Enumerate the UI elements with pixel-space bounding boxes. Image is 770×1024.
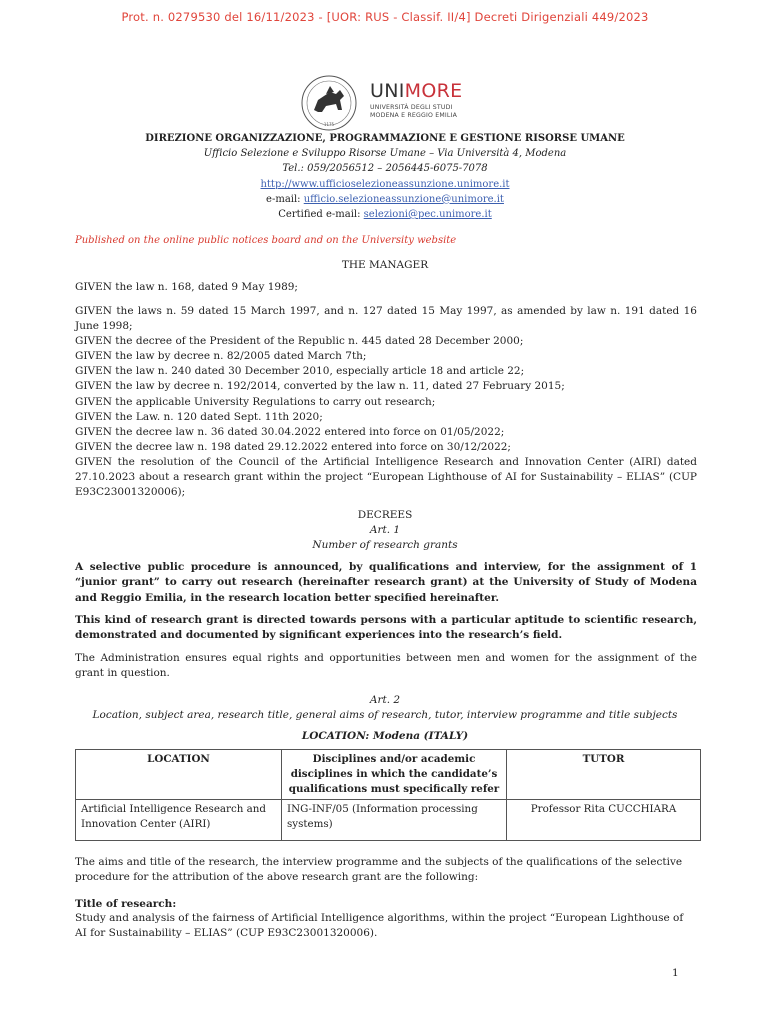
art2-subtitle: Location, subject area, research title, general aims of research, tutor, interview programme and title subjects <box>92 709 678 721</box>
directed-paragraph: This kind of research grant is directed towards persons with a particular aptitude to scientific research, demonstrated and documented by significant experiences into the research’s field. <box>75 614 697 642</box>
announce-paragraph: A selective public procedure is announced, by qualifications and interview, for the assignment of 1 “junior grant” to carry out research (hereinafter research grant) at the University of Study of Modena and Reggio Emilia, in the research location better specified hereinafter. <box>75 561 697 604</box>
website-link[interactable]: http://www.ufficioselezioneassunzione.unimore.it <box>260 178 510 190</box>
certified-email-label: Certified e-mail: <box>278 209 364 221</box>
given-item: GIVEN the laws n. 59 dated 15 March 1997, and n. 127 dated 15 May 1997, as amended by law n. 191 dated 16 June 1998; <box>75 305 697 333</box>
location-heading: LOCATION: Modena (ITALY) <box>301 730 469 742</box>
cell-tutor: Professor Rita CUCCHIARA <box>507 800 701 841</box>
office-header <box>0 131 770 222</box>
unimore-logo <box>300 74 500 132</box>
published-note: Published on the online public notices board and on the University website <box>75 235 457 246</box>
decrees-heading: DECREES <box>357 509 413 521</box>
given-item: GIVEN the applicable University Regulations to carry out research; <box>75 395 436 408</box>
manager-heading: THE MANAGER <box>341 259 429 271</box>
university-seal-icon <box>300 74 358 132</box>
given-item: GIVEN the law n. 240 dated 30 December 2010, especially article 18 and article 22; <box>75 365 525 378</box>
department-name: DIREZIONE ORGANIZZAZIONE, PROGRAMMAZIONE E GESTIONE RISORSE UMANE <box>145 133 625 144</box>
art1-subtitle: Number of research grants <box>312 539 458 551</box>
header-disciplines: Disciplines and/or academic disciplines in which the candidate’s qualifications must specifically refer <box>282 750 507 800</box>
certified-email-link[interactable]: selezioni@pec.unimore.it <box>363 209 492 221</box>
header-location: LOCATION <box>76 750 282 800</box>
protocol-stamp: Prot. n. 0279530 del 16/11/2023 - [UOR: RUS - Classif. II/4] Decreti Dirigenziali 449/2023 <box>121 10 649 24</box>
logo-subtitle-2: MODENA E REGGIO EMILIA <box>370 112 458 119</box>
table-header-row <box>76 750 701 800</box>
given-item: GIVEN the decree of the President of the Republic n. 445 dated 28 December 2000; <box>75 335 524 348</box>
office-unit: Ufficio Selezione e Sviluppo Risorse Umane – Via Università 4, Modena <box>203 148 567 160</box>
title-text: Study and analysis of the fairness of Artificial Intelligence algorithms, within the project “European Lighthouse of AI for Sustainability – ELIAS” (CUP E93C23001320006). <box>75 912 684 940</box>
given-first: GIVEN the law n. 168, dated 9 May 1989; <box>75 281 298 293</box>
given-item: GIVEN the resolution of the Council of the Artificial Intelligence Research and Innovation Center (AIRI) dated 27.10.2023 about a research grant within the project “European Lighthouse of AI for Sustainability – ELIAS” (CUP E93C23001320006); <box>75 455 697 499</box>
art1-title: Art. 1 <box>369 524 401 536</box>
cell-disciplines: ING-INF/05 (Information processing systems) <box>282 800 507 841</box>
art2-title: Art. 2 <box>369 694 401 706</box>
cell-location: Artificial Intelligence Research and Innovation Center (AIRI) <box>76 800 282 841</box>
given-item: GIVEN the law by decree n. 82/2005 dated March 7th; <box>75 350 367 363</box>
given-list <box>75 304 697 500</box>
seal-year: 1175 <box>323 122 335 127</box>
logo-subtitle-1: UNIVERSITÀ DEGLI STUDI <box>370 104 453 111</box>
equal-rights-paragraph: The Administration ensures equal rights and opportunities between men and women for the assignment of the grant in question. <box>75 652 697 680</box>
email-link[interactable]: ufficio.selezioneassunzione@unimore.it <box>303 193 504 205</box>
aims-paragraph: The aims and title of the research, the interview programme and the subjects of the qualifications of the selective procedure for the attribution of the above research grant are the following: <box>75 856 683 884</box>
given-item: GIVEN the law by decree n. 192/2014, converted by the law n. 11, dated 27 February 2015; <box>75 380 565 393</box>
page-number: 1 <box>672 967 679 979</box>
given-item: GIVEN the decree law n. 198 dated 29.12.2022 entered into force on 30/12/2022; <box>75 440 511 453</box>
title-label: Title of research: <box>75 898 177 910</box>
table-row <box>76 800 701 841</box>
office-phone: Tel.: 059/2056512 – 2056445-6075-7078 <box>282 163 488 175</box>
logo-more: MORE <box>404 80 463 102</box>
given-item: GIVEN the Law. n. 120 dated Sept. 11th 2020; <box>75 410 323 423</box>
logo-uni: UNI <box>370 80 405 102</box>
email-label: e-mail: <box>266 193 304 205</box>
logo-wordmark <box>370 80 462 102</box>
grant-table <box>75 749 701 841</box>
header-tutor: TUTOR <box>507 750 701 800</box>
given-item: GIVEN the decree law n. 36 dated 30.04.2022 entered into force on 01/05/2022; <box>75 425 505 438</box>
